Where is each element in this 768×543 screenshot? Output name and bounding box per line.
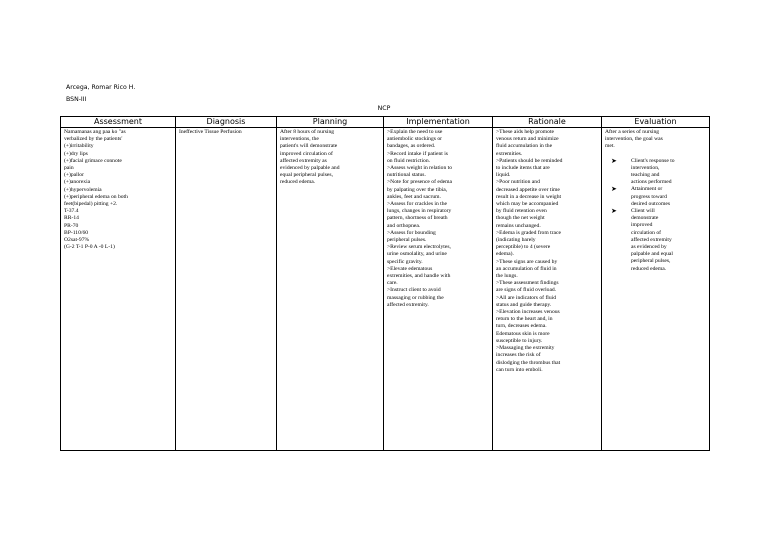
rationale-line: venous return and minimize [496,136,559,143]
implementation-cell [384,128,493,451]
planning-line: affected extremity as [280,157,327,164]
assessment-line: T-37.4 [64,208,79,215]
rationale-line: edema). [496,251,514,258]
implementation-line: ankles, feet and sacrum. [387,193,441,200]
assessment-line: (+)facial grimace connote [64,157,122,164]
rationale-line: which may be accompanied [496,201,559,208]
column-header-diagnosis: Diagnosis [176,117,277,128]
implementation-line: >Assess for bounding [387,229,436,236]
evaluation-item-line: reduced edema. [631,265,667,272]
implementation-line: >Assess weight in relation to [387,165,452,172]
evaluation-item-line: affected extremity [631,236,672,243]
planning-cell [277,128,384,451]
rationale-cell [493,128,602,451]
assessment-line: BP-110/60 [64,229,89,236]
evaluation-item-line: peripheral pulses, [631,258,671,265]
assessment-line: (+)irritability [64,143,94,150]
evaluation-item [611,156,706,187]
evaluation-item-line: actions performed [631,179,672,186]
evaluation-item-line: intervention, [631,164,660,171]
ncp-body-row [61,128,710,451]
rationale-line: status and guide therapy. [496,301,552,308]
implementation-line: >Record intake if patient is [387,150,448,157]
rationale-line: >Poor nutrition and [496,179,540,186]
rationale-line: remains unchanged. [496,222,541,229]
rationale-line: the lungs. [496,273,518,280]
evaluation-cell [602,128,710,451]
evaluation-item-line: as evidenced by [631,244,667,251]
rationale-line: Edematous skin is more [496,330,550,337]
implementation-line: pattern, shortness of breath [387,215,448,222]
evaluation-intro-line: met. [605,143,615,150]
implementation-line: >Explain the need to use [387,129,443,135]
assessment-line: verbalized by the patients' [64,136,123,143]
rationale-line: return to the heart and, in [496,316,553,323]
rationale-line: >Edema is graded from trace [496,229,561,236]
rationale-line: fluid accumulation in the [496,143,553,150]
implementation-line: and orthopnea. [387,222,421,229]
implementation-line: extremities, and handle with [387,273,451,280]
implementation-line: by palpating over the tibia, [387,186,448,193]
assessment-line: PR-70 [64,222,79,229]
rationale-line: >These assessment findings [496,280,559,287]
implementation-line: affected extremity. [387,301,429,308]
rationale-line: extremities. [496,150,523,157]
evaluation-item-line: demonstrate [631,215,659,222]
rationale-line: by fluid retention even [496,208,547,215]
implementation-line: urine osmolality, and urine [387,251,447,258]
column-header-implementation: Implementation [384,117,493,128]
evaluation-item-line: improved [631,222,653,229]
assessment-line: (+)anorexia [64,179,91,186]
arrow-bullet-icon: ➤ [611,207,617,216]
arrow-bullet-icon: ➤ [611,156,617,165]
assessment-line: (+)peripheral edema on both [64,193,128,200]
planning-line: equal peripheral pulses, [280,172,333,179]
evaluation-criteria-list [605,158,706,273]
implementation-line: >Assess for crackles in the [387,201,448,208]
implementation-line: >Elevate edematous [387,265,433,272]
column-header-rationale: Rationale [493,117,602,128]
rationale-line: can turn into emboli. [496,366,543,373]
evaluation-item [611,207,706,273]
implementation-line: massaging or rubbing the [387,294,444,301]
rationale-line: >All are indicators of fluid [496,294,557,301]
rationale-line: are signs of fluid overload. [496,287,557,294]
rationale-line: turn, decreases edema. [496,323,547,330]
rationale-line: >These signs are caused by [496,258,558,265]
student-header [66,82,135,106]
evaluation-item-line: Client's response to [631,157,675,164]
planning-line: patient's will demonstrate [280,143,338,150]
assessment-line: feet(bipedal) pitting +2. [64,201,118,208]
implementation-line: antiembolic stockings or [387,136,442,143]
column-header-evaluation: Evaluation [602,117,710,128]
evaluation-intro-line: intervention, the goal was [605,136,663,143]
rationale-line: to include items that are [496,165,550,172]
assessment-line: (+)pallor [64,172,84,179]
diagnosis-line: Ineffective Tissue Perfusion [179,129,242,135]
rationale-line: >Elevation increases venous [496,309,560,316]
assessment-line: RR-14 [64,215,79,222]
implementation-line: nutritional status. [387,172,426,179]
rationale-line: >Patients should be reminded [496,157,563,164]
implementation-line: specific gravity. [387,258,423,265]
evaluation-item-line: circulation of [631,229,661,236]
planning-line: improved circulation of [280,150,333,157]
evaluation-item-line: palpable and equal [631,251,673,258]
assessment-line: (+)hypervolemia [64,186,102,193]
assessment-line: (+)dry lips [64,150,88,157]
evaluation-item-line: Client will [631,208,655,215]
rationale-line: susceptible to injury. [496,337,543,344]
rationale-line: an accumulation of fluid in [496,265,557,272]
rationale-line: dislodging the thrombus that [496,359,561,366]
evaluation-item-line: Attainment or [631,186,663,193]
evaluation-item-line: teaching and [631,172,660,179]
implementation-line: >Instruct client to avoid [387,287,441,294]
student-name: Arcega, Romar Rico H. [66,84,136,91]
implementation-line: care. [387,280,398,287]
assessment-line: pain [64,165,74,172]
rationale-line: liquid. [496,172,511,179]
rationale-line: increases the risk of [496,352,541,359]
rationale-line: though the net weight [496,215,545,222]
column-header-assessment: Assessment [61,117,176,128]
implementation-line: on fluid restriction. [387,157,431,164]
document-title: NCP [377,105,391,112]
evaluation-item-line: progress toward [631,193,667,200]
implementation-line: lungs, changes in respiratory [387,208,452,215]
rationale-line: (indicating barely [496,237,536,244]
implementation-line: peripheral pulses. [387,237,427,244]
assessment-line: Namamanas ang paa ko "as [64,129,126,135]
rationale-line: decreased appetite over time [496,186,560,193]
planning-line: evidenced by palpable and [280,165,340,172]
arrow-bullet-icon: ➤ [611,185,617,194]
ncp-header-row [61,117,710,128]
implementation-line: >Review serum electrolytes, [387,244,451,251]
rationale-line: >Massaging the extremity [496,345,555,352]
evaluation-item [611,185,706,208]
rationale-line: result in a decrease in weight [496,193,562,200]
assessment-line: O2sat-97% [64,237,90,244]
evaluation-intro-line: After a series of nursing [605,129,660,135]
rationale-line: >These aids help promote [496,129,554,135]
evaluation-item-line: desired outcomes [631,200,670,207]
ncp-table [60,116,710,451]
implementation-line: bandages, as ordered. [387,143,436,150]
rationale-line: perceptible) to 4 (severe [496,244,551,251]
planning-line: reduced edema. [280,179,316,186]
assessment-cell [61,128,176,451]
student-section: BSN-III [66,96,87,103]
assessment-line: (G-2 T-1 P-0 A -0 L-1) [64,244,115,251]
column-header-planning: Planning [277,117,384,128]
diagnosis-cell [176,128,277,451]
planning-line: interventions, the [280,136,319,143]
implementation-line: >Note for presence of edema [387,179,452,186]
planning-line: After 8 hours of nursing [280,129,335,135]
